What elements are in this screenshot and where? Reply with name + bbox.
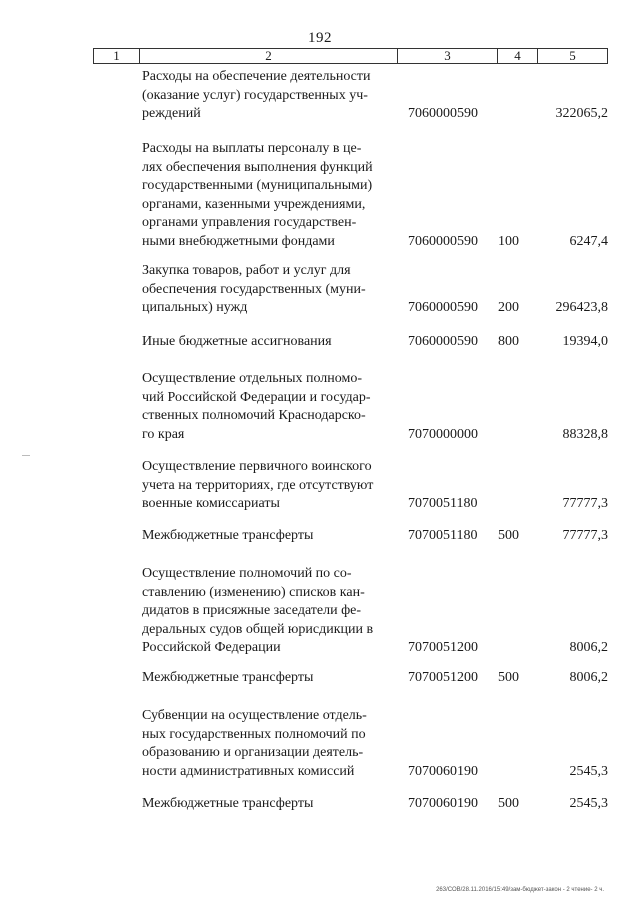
row-expense-type: 500 (498, 796, 519, 811)
page-number: 192 (308, 30, 332, 46)
description-line: государственными (муниципальными) (142, 178, 373, 193)
description-line: Закупка товаров, работ и услуг для (142, 263, 351, 278)
header-col-2: 2 (140, 49, 398, 63)
table-row (0, 795, 640, 814)
row-description (142, 262, 390, 318)
description-line: Российской Федерации (142, 640, 281, 655)
row-description (142, 140, 390, 251)
row-code: 7070051180 (408, 496, 478, 511)
row-description (142, 458, 390, 514)
row-code: 7060000590 (408, 106, 478, 121)
table-row (0, 140, 640, 251)
description-line: органами, казенными учреждениями, (142, 196, 366, 212)
description-line: Межбюджетные трансферты (142, 796, 314, 811)
row-amount: 77777,3 (562, 528, 608, 543)
description-line: го края (142, 426, 185, 442)
row-expense-type: 500 (498, 670, 519, 685)
row-description (142, 707, 390, 781)
row-expense-type: 200 (498, 300, 519, 315)
row-amount: 19394,0 (562, 334, 608, 349)
table-row (0, 565, 640, 658)
table-header (93, 48, 608, 64)
row-code: 7060000590 (408, 334, 478, 349)
row-description (142, 527, 390, 546)
table-row (0, 707, 640, 781)
description-line: военные комиссариаты (142, 496, 280, 511)
description-line: ставлению (изменению) списков кан- (142, 584, 365, 600)
description-line: образованию и организации деятель- (142, 745, 364, 760)
table-row (0, 262, 640, 318)
description-line: чий Российской Федерации и государ- (142, 389, 371, 405)
row-description (142, 669, 390, 688)
row-code: 7070051180 (408, 528, 478, 543)
description-line: ных государственных полномочий по (142, 726, 366, 742)
description-line: ципальных) нужд (142, 300, 248, 315)
table-row (0, 458, 640, 514)
row-amount: 88328,8 (562, 426, 608, 442)
row-description (142, 795, 390, 814)
description-line: Расходы на выплаты персоналу в це- (142, 141, 362, 156)
header-col-4: 4 (498, 49, 538, 63)
row-code: 7060000590 (408, 300, 478, 315)
row-expense-type: 500 (498, 528, 519, 543)
row-amount: 2545,3 (569, 763, 608, 779)
header-col-3: 3 (398, 49, 498, 63)
row-code: 7060000590 (408, 233, 478, 249)
description-line: Субвенции на осуществление отдель- (142, 708, 367, 723)
row-code: 7070000000 (408, 426, 478, 442)
description-line: Иные бюджетные ассигнования (142, 334, 332, 349)
description-line: деральных судов общей юрисдикции в (142, 621, 374, 637)
description-line: Межбюджетные трансферты (142, 528, 314, 543)
description-line: органами управления государствен- (142, 215, 357, 230)
description-line: ственных полномочий Краснодарско- (142, 408, 366, 423)
description-line: (оказание услуг) государственных уч- (142, 87, 368, 103)
description-line: ности административных комиссий (142, 763, 355, 779)
description-line: лях обеспечения выполнения функций (142, 159, 373, 175)
description-line: дидатов в присяжные заседатели фе- (142, 603, 362, 618)
row-amount: 296423,8 (555, 300, 608, 315)
description-line: реждений (142, 106, 201, 121)
row-expense-type: 100 (498, 233, 519, 249)
description-line: Межбюджетные трансферты (142, 670, 314, 685)
row-amount: 322065,2 (555, 106, 608, 121)
row-amount: 8006,2 (569, 640, 608, 655)
row-amount: 2545,3 (569, 796, 608, 811)
table-row (0, 370, 640, 444)
row-amount: 8006,2 (569, 670, 608, 685)
description-line: Осуществление первичного воинского (142, 459, 372, 474)
row-code: 7070060190 (408, 796, 478, 811)
row-code: 7070051200 (408, 670, 478, 685)
row-expense-type: 800 (498, 334, 519, 349)
row-amount: 6247,4 (569, 233, 608, 249)
row-code: 7070051200 (408, 640, 478, 655)
footer-stamp: 263/СОВ/28.11.2016/15:49/зам-бюджет-закон - 2 чтение- 2 ч. (436, 887, 604, 893)
row-code: 7070060190 (408, 763, 478, 779)
header-col-5: 5 (569, 48, 576, 63)
row-description (142, 333, 390, 352)
row-description (142, 370, 390, 444)
header-col-1: 1 (94, 49, 140, 63)
description-line: Осуществление отдельных полномо- (142, 371, 363, 386)
description-line: Осуществление полномочий по со- (142, 566, 352, 581)
table-row (0, 669, 640, 688)
description-line: ными внебюджетными фондами (142, 233, 335, 249)
table-row (0, 527, 640, 546)
table-row (0, 333, 640, 352)
row-amount: 77777,3 (562, 496, 608, 511)
description-line: учета на территориях, где отсутствуют (142, 477, 374, 493)
margin-mark (22, 455, 30, 456)
row-description (142, 68, 390, 124)
row-description (142, 565, 390, 658)
table-row (0, 68, 640, 124)
description-line: Расходы на обеспечение деятельности (142, 69, 371, 84)
description-line: обеспечения государственных (муни- (142, 281, 366, 297)
